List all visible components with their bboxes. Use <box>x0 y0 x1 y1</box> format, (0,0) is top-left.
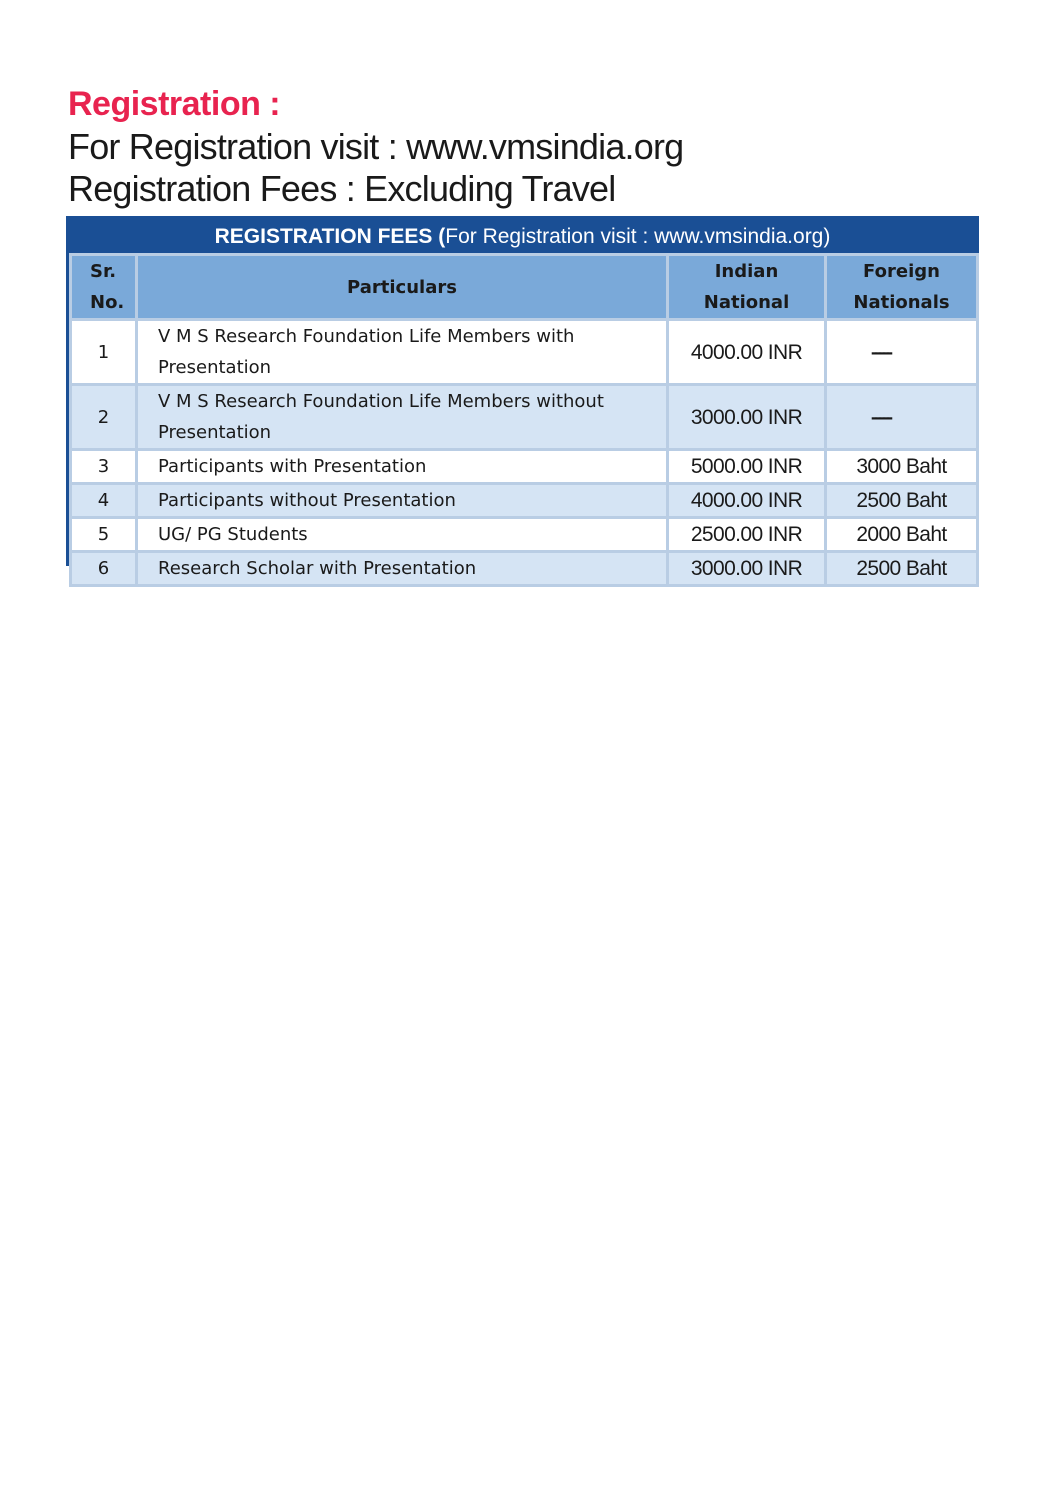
cell-sr: 6 <box>71 552 137 586</box>
cell-indian-fee: 3000.00 INR <box>668 552 826 586</box>
cell-particulars: Research Scholar with Presentation <box>137 552 668 586</box>
cell-foreign-fee: 3000 Baht <box>826 450 978 484</box>
cell-sr: 2 <box>71 385 137 450</box>
cell-indian-fee: 5000.00 INR <box>668 450 826 484</box>
cell-foreign-fee <box>826 320 978 385</box>
cell-particulars: V M S Research Foundation Life Members with Presentation <box>137 320 668 385</box>
cell-indian-fee: 4000.00 INR <box>668 320 826 385</box>
cell-particulars: Participants without Presentation <box>137 484 668 518</box>
table-row <box>71 450 978 484</box>
cell-indian-fee: 4000.00 INR <box>668 484 826 518</box>
cell-foreign-fee <box>826 385 978 450</box>
header-indian-national: Indian National <box>668 255 826 320</box>
dash-placeholder: ----- <box>871 406 891 427</box>
cell-foreign-fee: 2500 Baht <box>826 552 978 586</box>
cell-sr: 5 <box>71 518 137 552</box>
registration-fees-line: Registration Fees : Excluding Travel <box>68 168 616 209</box>
cell-particulars: Participants with Presentation <box>137 450 668 484</box>
registration-visit-line: For Registration visit : www.vmsindia.org <box>68 126 684 167</box>
table-title <box>69 219 976 253</box>
registration-heading: Registration : <box>68 85 281 123</box>
cell-foreign-fee: 2500 Baht <box>826 484 978 518</box>
table-row <box>71 385 978 450</box>
header-particulars: Particulars <box>137 255 668 320</box>
table-row <box>71 320 978 385</box>
table-row <box>71 518 978 552</box>
cell-sr: 3 <box>71 450 137 484</box>
table-title-bold: REGISTRATION FEES ( <box>214 225 446 248</box>
table-row <box>71 484 978 518</box>
header-foreign-nationals: Foreign Nationals <box>826 255 978 320</box>
cell-indian-fee: 3000.00 INR <box>668 385 826 450</box>
cell-indian-fee: 2500.00 INR <box>668 518 826 552</box>
cell-sr: 4 <box>71 484 137 518</box>
table-title-rest: For Registration visit : www.vmsindia.org) <box>445 225 831 248</box>
registration-fees-table <box>66 216 979 580</box>
fees-table <box>69 253 979 587</box>
cell-particulars: UG/ PG Students <box>137 518 668 552</box>
header-sr-no: Sr. No. <box>71 255 137 320</box>
table-row <box>71 552 978 586</box>
table-header-row <box>71 255 978 320</box>
cell-sr: 1 <box>71 320 137 385</box>
cell-foreign-fee: 2000 Baht <box>826 518 978 552</box>
dash-placeholder: ----- <box>871 341 891 362</box>
cell-particulars: V M S Research Foundation Life Members without Presentation <box>137 385 668 450</box>
